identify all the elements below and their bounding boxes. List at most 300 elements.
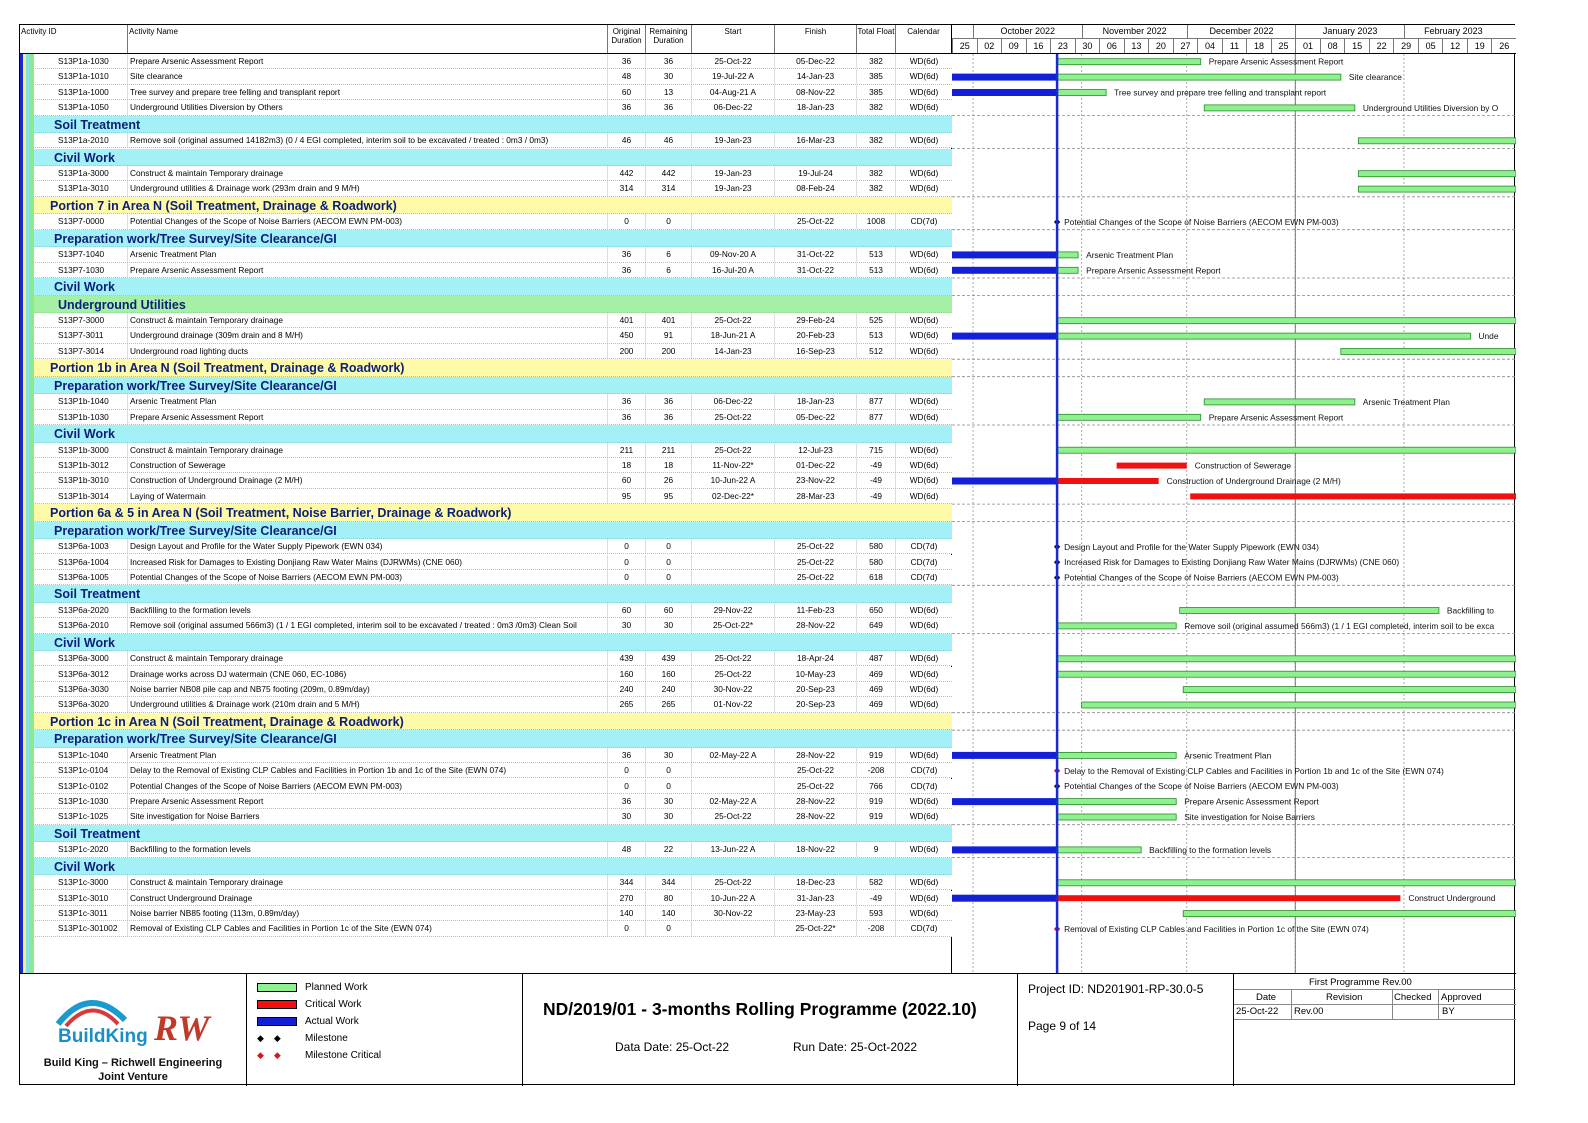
activity-name: Remove soil (original assumed 14182m3) (0 / 4 EGI completed, interim soil to be excavated / treated : 0m3 / 0m3): [128, 133, 608, 147]
original-duration: 450: [608, 328, 646, 342]
original-duration: 95: [608, 489, 646, 503]
activity-id: S13P1c-1030: [58, 794, 128, 808]
col-finish[interactable]: Finish: [775, 25, 857, 53]
activity-id: S13P6a-2020: [58, 603, 128, 617]
planned-bar: [1180, 608, 1439, 614]
activity-row[interactable]: [20, 921, 952, 936]
total-float: -49: [857, 473, 896, 487]
remaining-duration: 30: [646, 748, 692, 762]
finish-date: 25-Oct-22: [775, 779, 857, 793]
activity-name: Construct Underground Drainage: [128, 891, 608, 905]
activity-row[interactable]: [20, 214, 952, 229]
activity-row[interactable]: [20, 748, 952, 763]
timeline-weeks: [952, 39, 1516, 53]
total-float: 382: [857, 100, 896, 114]
activity-row[interactable]: [20, 489, 952, 504]
activity-id: S13P1a-3010: [58, 181, 128, 195]
original-duration: 442: [608, 166, 646, 180]
rev-line: [1392, 989, 1393, 1019]
activity-name: Prepare Arsenic Assessment Report: [128, 794, 608, 808]
wbs-group-row[interactable]: [20, 730, 952, 748]
wbs-group-row[interactable]: [20, 425, 952, 443]
planned-bar: [1358, 138, 1516, 144]
wbs-group-row[interactable]: [20, 825, 952, 843]
finish-date: 12-Jul-23: [775, 443, 857, 457]
planned-bar: [1057, 880, 1516, 886]
col-activity-id[interactable]: Activity ID: [20, 25, 128, 53]
wbs-group-row[interactable]: [20, 197, 952, 215]
legend-milestone-critical-label: Milestone Critical: [305, 1050, 382, 1061]
bar-label: Removal of Existing CLP Cables and Facilities in Portion 1c of the Site (EWN 074): [1064, 924, 1369, 934]
week-label: 19: [1467, 39, 1492, 53]
activity-name: Delay to the Removal of Existing CLP Cables and Facilities in Portion 1b and 1c of the Site (EWN 074): [128, 763, 608, 777]
original-duration: 344: [608, 875, 646, 889]
total-float: 580: [857, 539, 896, 553]
remaining-duration: 0: [646, 555, 692, 569]
month-label: November 2022: [1082, 25, 1187, 39]
total-float: 877: [857, 410, 896, 424]
start-date: [692, 539, 775, 553]
wbs-group-row[interactable]: [20, 858, 952, 876]
original-duration: 0: [608, 921, 646, 935]
total-float: 593: [857, 906, 896, 920]
original-duration: 36: [608, 100, 646, 114]
total-float: 382: [857, 133, 896, 147]
activity-row[interactable]: [20, 906, 952, 921]
activity-name: Removal of Existing CLP Cables and Facilities in Portion 1c of the Site (EWN 074): [128, 921, 608, 935]
bar-label: Design Layout and Profile for the Water Supply Pipework (EWN 034): [1064, 541, 1319, 552]
total-float: 512: [857, 344, 896, 358]
activity-row[interactable]: [20, 651, 952, 666]
activity-id: S13P1c-0104: [58, 763, 128, 777]
wbs-title: Underground Utilities: [58, 297, 186, 312]
original-duration: 60: [608, 85, 646, 99]
bar-label: Unde: [1478, 331, 1499, 342]
wbs-title: Civil Work: [54, 427, 115, 441]
activity-id: S13P1a-1030: [58, 54, 128, 68]
activity-row[interactable]: [20, 794, 952, 809]
activity-id: S13P6a-3020: [58, 697, 128, 711]
bar-label: Potential Changes of the Scope of Noise Barriers (AECOM EWN PM-003): [1064, 217, 1339, 227]
remaining-duration: 36: [646, 410, 692, 424]
activity-row[interactable]: [20, 313, 952, 328]
calendar: WD(6d): [909, 345, 939, 356]
remaining-duration: 0: [646, 570, 692, 584]
activity-id: S13P6a-1003: [58, 539, 128, 553]
project-box: [1018, 974, 1234, 1086]
activity-row[interactable]: [20, 555, 952, 570]
activity-id: S13P1b-3014: [58, 489, 128, 503]
activity-name: Construction of Underground Drainage (2 M/H): [128, 473, 608, 487]
activity-id: S13P7-1040: [58, 247, 128, 261]
activity-name: Underground Utilities Diversion by Others: [128, 100, 608, 114]
start-date: [692, 214, 775, 228]
activity-name: Prepare Arsenic Assessment Report: [128, 263, 608, 277]
finish-date: 25-Oct-22: [775, 570, 857, 584]
total-float: 382: [857, 54, 896, 68]
bar-label: Arsenic Treatment Plan: [1086, 249, 1174, 260]
finish-date: 25-Oct-22: [775, 555, 857, 569]
activity-name: Underground utilities & Drainage work (210m drain and 5 M/H): [128, 697, 608, 711]
run-date: Run Date: 25-Oct-2022: [793, 1040, 918, 1054]
activity-row[interactable]: [20, 394, 952, 409]
original-duration: 0: [608, 555, 646, 569]
activity-row[interactable]: [20, 263, 952, 278]
start-date: 10-Jun-22 A: [692, 473, 775, 487]
activity-row[interactable]: [20, 344, 952, 359]
finish-date: 29-Feb-24: [775, 313, 857, 327]
finish-date: 16-Sep-23: [775, 344, 857, 358]
total-float: 919: [857, 809, 896, 823]
activity-id: S13P1a-1050: [58, 100, 128, 114]
finish-date: 31-Oct-22: [775, 263, 857, 277]
activity-row[interactable]: [20, 842, 952, 857]
finish-date: 28-Mar-23: [775, 489, 857, 503]
wbs-group-row[interactable]: [20, 359, 952, 377]
actual-bar: [952, 251, 1057, 258]
total-float: 513: [857, 247, 896, 261]
original-duration: 30: [608, 618, 646, 632]
planned-bar: [1057, 318, 1516, 324]
remaining-duration: 401: [646, 313, 692, 327]
activity-name: Arsenic Treatment Plan: [128, 394, 608, 408]
planned-bar: [1082, 702, 1516, 708]
calendar: WD(6d): [909, 330, 939, 341]
activity-row[interactable]: [20, 181, 952, 196]
activity-row[interactable]: [20, 85, 952, 100]
start-date: 06-Dec-22: [692, 100, 775, 114]
planned-bar: [1057, 414, 1201, 420]
activity-id: S13P1a-1000: [58, 85, 128, 99]
remaining-duration: 30: [646, 809, 692, 823]
activity-row[interactable]: [20, 779, 952, 794]
start-date: 25-Oct-22: [692, 54, 775, 68]
activity-name: Arsenic Treatment Plan: [128, 748, 608, 762]
activity-name: Backfilling to the formation levels: [128, 603, 608, 617]
activity-row[interactable]: [20, 247, 952, 262]
finish-date: 14-Jan-23: [775, 69, 857, 83]
wbs-title: Portion 1c in Area N (Soil Treatment, Drainage & Roadwork): [50, 714, 404, 729]
activity-row[interactable]: [20, 809, 952, 824]
remaining-duration: 0: [646, 214, 692, 228]
footer: [20, 973, 1516, 1086]
remaining-duration: 36: [646, 100, 692, 114]
actual-bar: [952, 798, 1057, 805]
activity-row[interactable]: [20, 54, 952, 69]
wbs-title: Preparation work/Tree Survey/Site Clearance/GI: [54, 378, 337, 393]
start-date: 09-Nov-20 A: [692, 247, 775, 261]
start-date: 02-May-22 A: [692, 794, 775, 808]
remaining-duration: 344: [646, 875, 692, 889]
original-duration: 18: [608, 458, 646, 472]
total-float: 919: [857, 794, 896, 808]
month-label: October 2022: [973, 25, 1082, 39]
week-label: 16: [1026, 39, 1051, 53]
activity-row[interactable]: [20, 875, 952, 890]
critical-bar: [1117, 463, 1187, 469]
legend-planned-label: Planned Work: [305, 982, 368, 993]
calendar: WD(6d): [909, 135, 939, 146]
activity-row[interactable]: [20, 891, 952, 906]
bar-label: Prepare Arsenic Assessment Report: [1208, 412, 1344, 423]
total-float: 715: [857, 443, 896, 457]
activity-row[interactable]: [20, 570, 952, 585]
bar-label: Backfilling to the formation levels: [1149, 844, 1272, 855]
activity-id: S13P1c-0102: [58, 779, 128, 793]
activity-id: S13P1a-1010: [58, 69, 128, 83]
rev-line: [1234, 1019, 1516, 1020]
actual-swatch: [257, 1017, 297, 1026]
finish-date: 25-Oct-22: [775, 214, 857, 228]
start-date: 13-Jun-22 A: [692, 842, 775, 856]
week-label: 05: [1418, 39, 1443, 53]
calendar: WD(6d): [909, 604, 939, 615]
critical-bar: [1057, 895, 1400, 901]
rev-col-approved: Approved: [1441, 992, 1482, 1003]
bar-label: Prepare Arsenic Assessment Report: [1086, 265, 1221, 276]
activity-row[interactable]: [20, 166, 952, 181]
activity-row[interactable]: [20, 763, 952, 778]
original-duration: 36: [608, 748, 646, 762]
wbs-indent-stripes: [20, 54, 42, 973]
start-date: 19-Jan-23: [692, 133, 775, 147]
total-float: 382: [857, 166, 896, 180]
col-start[interactable]: Start: [692, 25, 775, 53]
start-date: [692, 779, 775, 793]
activity-row[interactable]: [20, 618, 952, 633]
page-number: Page 9 of 14: [1028, 1019, 1097, 1033]
start-date: 25-Oct-22: [692, 875, 775, 889]
finish-date: 19-Jul-24: [775, 166, 857, 180]
calendar: WD(6d): [909, 749, 939, 760]
activity-name: Noise barrier NB85 footing (113m, 0.89m/day): [128, 906, 608, 920]
original-duration: 60: [608, 473, 646, 487]
bar-label: Construction of Underground Drainage (2 M/H): [1166, 476, 1341, 486]
critical-bar: [1190, 493, 1516, 499]
wbs-group-row[interactable]: [20, 634, 952, 652]
calendar: WD(6d): [909, 683, 939, 694]
total-float: -49: [857, 891, 896, 905]
remaining-duration: 0: [646, 539, 692, 553]
remaining-duration: 46: [646, 133, 692, 147]
week-label: 18: [1246, 39, 1271, 53]
start-date: 14-Jan-23: [692, 344, 775, 358]
logo-monogram: RW: [154, 1008, 210, 1048]
remaining-duration: 26: [646, 473, 692, 487]
rev-col-revision: Revision: [1326, 992, 1363, 1003]
finish-date: 18-Jan-23: [775, 100, 857, 114]
finish-date: 18-Nov-22: [775, 842, 857, 856]
activity-name: Construct & maintain Temporary drainage: [128, 313, 608, 327]
calendar: WD(6d): [909, 907, 939, 918]
total-float: 469: [857, 667, 896, 681]
calendar: WD(6d): [909, 795, 939, 806]
original-duration: 0: [608, 763, 646, 777]
col-calendar[interactable]: Calendar: [896, 25, 952, 53]
logo-box: [20, 974, 247, 1086]
activity-row[interactable]: [20, 410, 952, 425]
planned-bar: [1057, 90, 1106, 96]
wbs-group-row[interactable]: [20, 230, 952, 248]
planned-bar: [1057, 74, 1341, 80]
activity-row[interactable]: [20, 539, 952, 554]
start-date: 25-Oct-22*: [692, 618, 775, 632]
wbs-title: Portion 6a & 5 in Area N (Soil Treatment, Noise Barrier, Drainage & Roadwork): [50, 506, 512, 521]
planned-bar: [1057, 59, 1201, 65]
original-duration: 36: [608, 263, 646, 277]
actual-bar: [952, 333, 1057, 340]
week-label: 25: [952, 39, 977, 53]
revision-heading: First Programme Rev.00: [1309, 977, 1412, 988]
critical-swatch: [257, 1000, 297, 1009]
company-line1: Build King – Richwell Engineering: [43, 1057, 223, 1069]
rev-line: [1234, 1004, 1516, 1005]
col-total-float[interactable]: Total Float: [857, 25, 896, 53]
activity-name: Potential Changes of the Scope of Noise Barriers (AECOM EWN PM-003): [128, 779, 608, 793]
data-date: Data Date: 25-Oct-22: [615, 1040, 730, 1054]
total-float: 580: [857, 555, 896, 569]
wbs-title: Civil Work: [54, 280, 115, 294]
week-label: 29: [1393, 39, 1418, 53]
finish-date: 28-Nov-22: [775, 618, 857, 632]
activity-id: S13P1b-1040: [58, 394, 128, 408]
activity-row[interactable]: [20, 133, 952, 148]
start-date: 25-Oct-22: [692, 443, 775, 457]
total-float: 649: [857, 618, 896, 632]
wbs-group-row[interactable]: [20, 296, 952, 314]
total-float: 9: [857, 842, 896, 856]
finish-date: 25-Oct-22: [775, 539, 857, 553]
start-date: 04-Aug-21 A: [692, 85, 775, 99]
activity-name: Construct & maintain Temporary drainage: [128, 651, 608, 665]
planned-bar: [1183, 687, 1516, 693]
activity-id: S13P1a-2010: [58, 133, 128, 147]
start-date: [692, 555, 775, 569]
activity-row[interactable]: [20, 682, 952, 697]
start-date: 16-Jul-20 A: [692, 263, 775, 277]
activity-name: Tree survey and prepare tree felling and transplant report: [128, 85, 608, 99]
activity-name: Construct & maintain Temporary drainage: [128, 443, 608, 457]
planned-swatch: [257, 983, 297, 992]
activity-row[interactable]: [20, 100, 952, 115]
activity-row[interactable]: [20, 458, 952, 473]
finish-date: 23-May-23: [775, 906, 857, 920]
col-remaining-duration[interactable]: Remaining Duration: [646, 25, 692, 53]
activity-row[interactable]: [20, 667, 952, 682]
original-duration: 240: [608, 682, 646, 696]
planned-bar: [1204, 399, 1355, 405]
original-duration: 36: [608, 794, 646, 808]
week-label: 25: [1271, 39, 1296, 53]
finish-date: 28-Nov-22: [775, 809, 857, 823]
calendar: WD(6d): [909, 56, 939, 66]
activity-row[interactable]: [20, 69, 952, 84]
activity-id: S13P6a-1005: [58, 570, 128, 584]
wbs-title: Civil Work: [54, 635, 115, 650]
bar-label: Increased Risk for Damages to Existing Donjiang Raw Water Mains (DJRWMs) (CNE 060): [1064, 557, 1400, 568]
wbs-group-row[interactable]: [20, 278, 952, 296]
bar-label: Delay to the Removal of Existing CLP Cables and Facilities in Portion 1b and 1c of the Site (EWN 074): [1064, 765, 1444, 776]
rev-line: [1234, 989, 1516, 990]
wbs-group-row[interactable]: [20, 377, 952, 395]
actual-bar: [952, 752, 1057, 759]
wbs-group-row[interactable]: [20, 713, 952, 731]
gantt-chart: [952, 54, 1516, 973]
rev-col-checked: Checked: [1394, 992, 1432, 1003]
legend-milestone: [257, 1033, 348, 1044]
activity-id: S13P1c-1025: [58, 809, 128, 823]
start-date: 19-Jan-23: [692, 166, 775, 180]
col-activity-name[interactable]: Activity Name: [128, 25, 608, 53]
planned-bar: [1183, 911, 1516, 917]
wbs-title: Preparation work/Tree Survey/Site Clearance/GI: [54, 732, 337, 747]
wbs-group-row[interactable]: [20, 585, 952, 603]
wbs-group-row[interactable]: [20, 522, 952, 540]
bar-label: Arsenic Treatment Plan: [1362, 396, 1450, 407]
remaining-duration: 6: [646, 247, 692, 261]
bar-label: Tree survey and prepare tree felling and transplant report: [1114, 87, 1327, 98]
start-date: 19-Jan-23: [692, 181, 775, 195]
remaining-duration: 91: [646, 328, 692, 342]
total-float: -49: [857, 489, 896, 503]
bar-label: Backfilling to: [1446, 605, 1494, 616]
start-date: 11-Nov-22*: [692, 458, 775, 472]
activity-row[interactable]: [20, 697, 952, 712]
col-original-duration[interactable]: Original Duration: [608, 25, 646, 53]
original-duration: 46: [608, 133, 646, 147]
calendar: CD(7d): [910, 765, 938, 776]
month-label: December 2022: [1187, 25, 1296, 39]
original-duration: 439: [608, 651, 646, 665]
bar-label: Arsenic Treatment Plan: [1184, 750, 1272, 761]
planned-bar: [1057, 447, 1516, 453]
planned-bar: [1057, 267, 1078, 273]
start-date: 25-Oct-22: [692, 667, 775, 681]
calendar: WD(6d): [909, 264, 939, 275]
activity-name: Underground utilities & Drainage work (293m drain and 9 M/H): [128, 181, 608, 195]
remaining-duration: 22: [646, 842, 692, 856]
calendar: WD(6d): [909, 315, 939, 325]
planned-bar: [1057, 333, 1470, 339]
finish-date: 10-May-23: [775, 667, 857, 681]
original-duration: 0: [608, 214, 646, 228]
activity-row[interactable]: [20, 473, 952, 488]
finish-date: 01-Dec-22: [775, 458, 857, 472]
original-duration: 265: [608, 697, 646, 711]
remaining-duration: 442: [646, 166, 692, 180]
activity-row[interactable]: [20, 328, 952, 343]
activity-id: S13P6a-3012: [58, 667, 128, 681]
remaining-duration: 60: [646, 603, 692, 617]
month-label: January 2023: [1295, 25, 1404, 39]
activity-row[interactable]: [20, 603, 952, 618]
activity-row[interactable]: [20, 443, 952, 458]
start-date: 06-Dec-22: [692, 394, 775, 408]
planned-bar: [1358, 171, 1516, 177]
wbs-group-row[interactable]: [20, 504, 952, 522]
remaining-duration: 200: [646, 344, 692, 358]
week-label: 15: [1344, 39, 1369, 53]
original-duration: 36: [608, 54, 646, 68]
finish-date: 05-Dec-22: [775, 54, 857, 68]
wbs-group-row[interactable]: [20, 116, 952, 134]
wbs-title: Soil Treatment: [54, 587, 141, 602]
finish-date: 20-Sep-23: [775, 697, 857, 711]
activity-id: S13P1c-3000: [58, 875, 128, 889]
activity-id: S13P7-3014: [58, 344, 128, 358]
wbs-group-row[interactable]: [20, 149, 952, 167]
wbs-title: Civil Work: [54, 150, 115, 165]
